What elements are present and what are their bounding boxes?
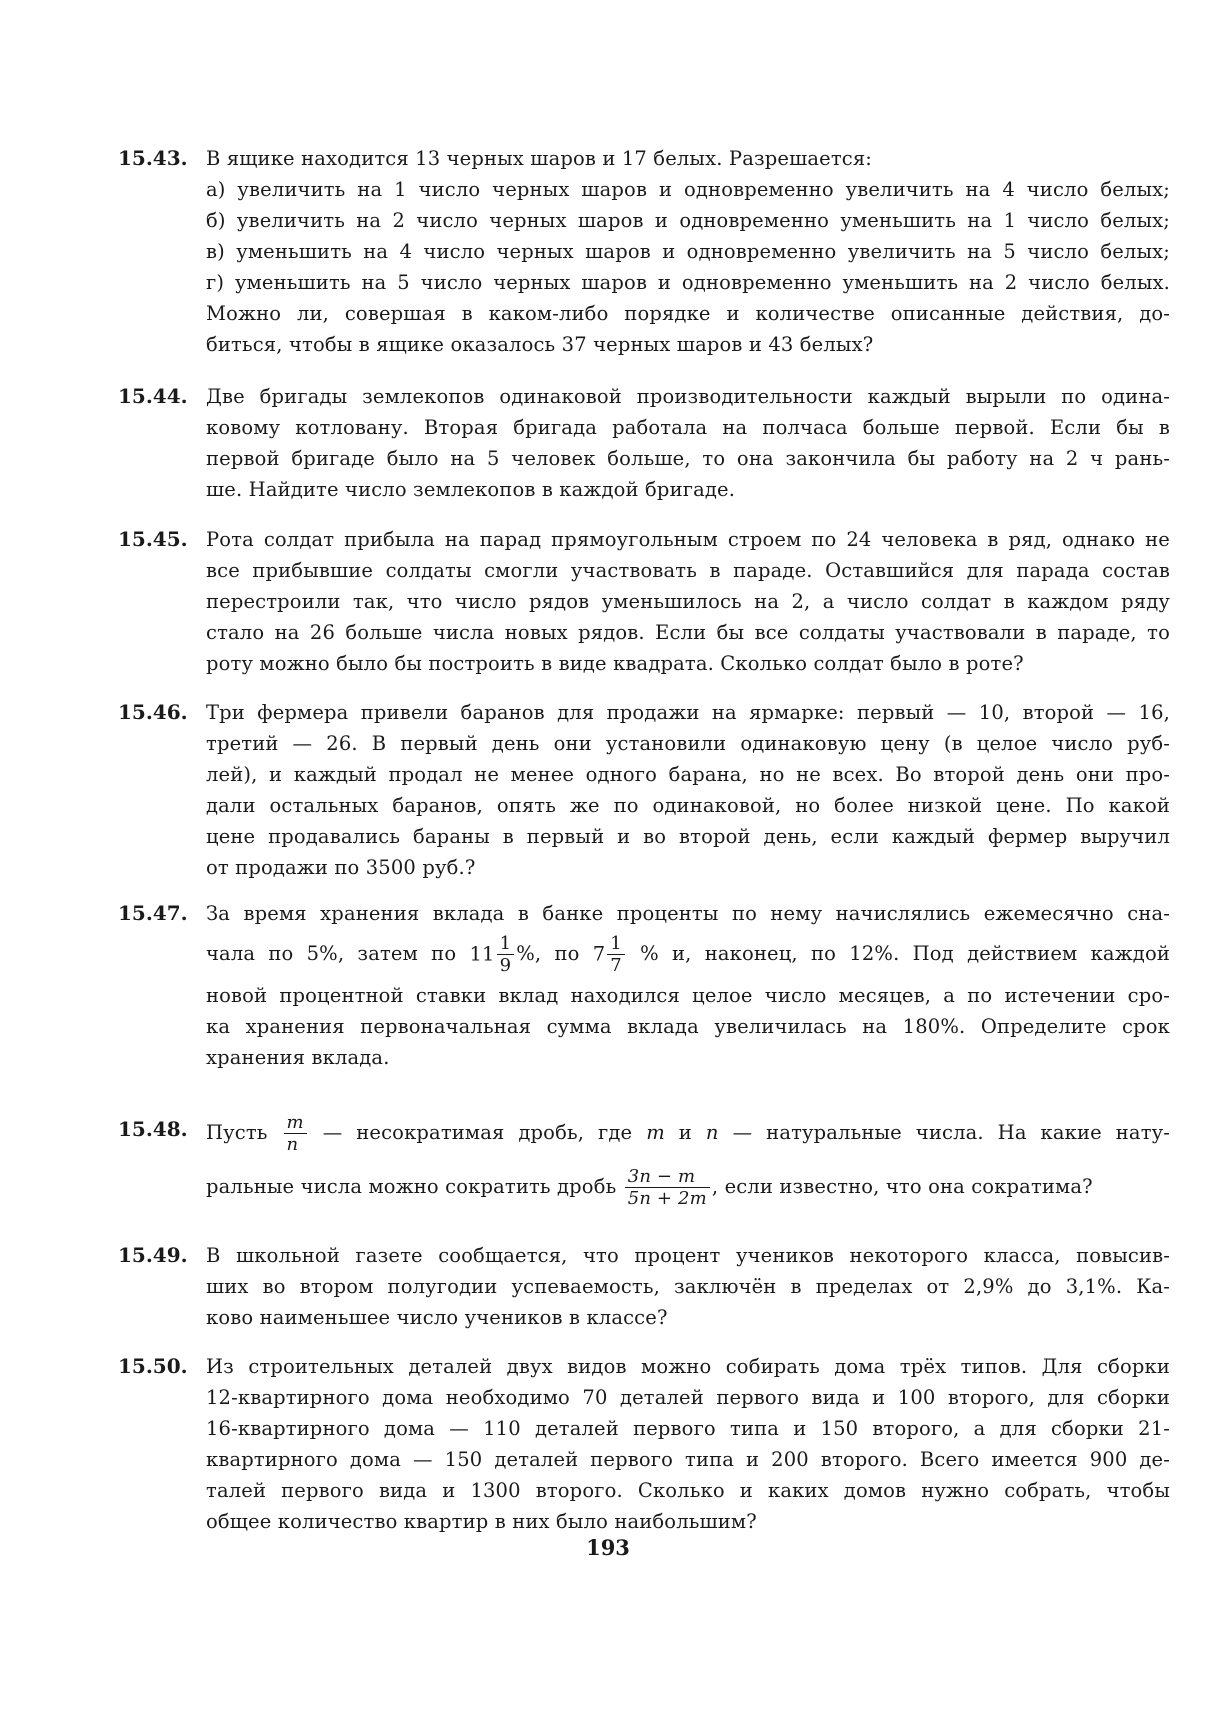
text-line-with-fraction	[206, 1162, 1170, 1212]
text-fragment: % и, наконец, по 12%. Под действием каждой	[640, 942, 1170, 965]
text-line: дали остальных баранов, опять же по одинаковой, но более низкой цене. По какой	[206, 794, 1170, 817]
text-line: Рота солдат прибыла на парад прямоугольным строем по 24 человека в ряд, однако не	[206, 528, 1170, 551]
text-line: биться, чтобы в ящике оказалось 37 черных шаров и 43 белых?	[206, 333, 874, 356]
problem-15-45	[118, 524, 1170, 679]
text-line: В школьной газете сообщается, что процент учеников некоторого класса, повысив-	[206, 1244, 1170, 1267]
text-line: Из строительных деталей двух видов можно собирать дома трёх типов. Для сборки	[206, 1355, 1170, 1378]
problem-number: 15.48.	[118, 1117, 188, 1141]
fraction-numerator: 3n − m	[625, 1166, 710, 1188]
problem-text	[206, 1240, 1170, 1333]
text-line: все прибывшие солдаты смогли участвовать в параде. Оставшийся для парада состав	[206, 559, 1170, 582]
text-line: новой процентной ставки вклад находился целое число месяцев, а по истечении сро-	[206, 983, 1170, 1007]
text-line: в) уменьшить на 4 число черных шаров и одновременно увеличить на 5 число белых;	[206, 240, 1170, 263]
text-line: квартирного дома — 150 деталей первого типа и 200 второго. Всего имеется 900 де-	[206, 1448, 1170, 1471]
fraction-denominator: 5n + 2m	[627, 1188, 707, 1209]
text-line: 16-квартирного дома — 110 деталей первого типа и 150 второго, а для сборки 21-	[206, 1417, 1170, 1440]
text-fragment: — натуральные числа. На какие нату-	[732, 1121, 1170, 1144]
text-line: ше. Найдите число землекопов в каждой бригаде.	[206, 478, 736, 501]
text-fragment: Пусть	[206, 1121, 268, 1144]
fraction	[607, 933, 625, 976]
fraction-m-over-n	[284, 1112, 307, 1155]
problem-text	[206, 524, 1170, 679]
text-line: роту можно было бы построить в виде квадрата. Сколько солдат было в роте?	[206, 652, 1024, 675]
text-line: перестроили так, что число рядов уменьшилось на 2, а число солдат в каждом ряду	[206, 590, 1170, 613]
variable-n: n	[705, 1121, 719, 1144]
text-line: а) увеличить на 1 число черных шаров и одновременно увеличить на 4 число белых;	[206, 178, 1170, 201]
problem-15-47	[118, 898, 1170, 1073]
problem-text	[206, 1108, 1170, 1212]
text-line: Можно ли, совершая в каком-либо порядке и количестве описанные действия, до-	[206, 302, 1170, 325]
text-line: ковому котловану. Вторая бригада работала на полчаса больше первой. Если бы в	[206, 416, 1170, 439]
text-line: от продажи по 3500 руб.?	[206, 856, 476, 879]
problem-text	[206, 143, 1170, 360]
text-fragment: %, по	[516, 942, 580, 965]
fraction-denominator: 9	[499, 955, 512, 976]
problem-number: 15.46.	[118, 700, 188, 724]
text-line: первой бригаде было на 5 человек больше, то она закончила бы работу на 2 ч рань-	[206, 447, 1170, 470]
text-line: талей первого вида и 1300 второго. Сколько и каких домов нужно собрать, чтобы	[206, 1479, 1170, 1502]
problem-15-46	[118, 697, 1170, 883]
text-line: ка хранения первоначальная сумма вклада увеличилась на 180%. Определите срок	[206, 1014, 1170, 1038]
text-fragment: ральные числа можно сократить дробь	[206, 1175, 617, 1198]
text-line: лей), и каждый продал не менее одного барана, но не всех. Во второй день они про-	[206, 763, 1170, 786]
page-number: 193	[586, 1535, 630, 1560]
problem-15-50	[118, 1351, 1170, 1537]
text-line: цене продавались бараны в первый и во второй день, если каждый фермер выручил	[206, 825, 1170, 848]
fraction-numerator: 1	[497, 933, 515, 955]
problem-15-44	[118, 381, 1170, 505]
problem-text	[206, 697, 1170, 883]
text-fragment: и	[678, 1121, 692, 1144]
text-line: Две бригады землекопов одинаковой производительности каждый вырыли по одина-	[206, 385, 1170, 408]
problem-number: 15.47.	[118, 901, 188, 925]
problem-text	[206, 381, 1170, 505]
text-fragment: , если известно, что она сократима?	[711, 1175, 1093, 1198]
variable-m: m	[646, 1121, 665, 1144]
text-line: 12-квартирного дома необходимо 70 деталей первого вида и 100 второго, для сборки	[206, 1386, 1170, 1409]
text-fragment: чала по 5%, затем по	[206, 942, 457, 965]
problem-number: 15.44.	[118, 384, 188, 408]
fraction	[497, 933, 515, 976]
text-line: ково наименьшее число учеников в классе?	[206, 1306, 668, 1329]
problem-15-48	[118, 1108, 1170, 1212]
text-line: третий — 26. В первый день они установили одинаковую цену (в целое число руб-	[206, 732, 1170, 755]
text-line: За время хранения вклада в банке проценты по нему начислялись ежемесячно сна-	[206, 902, 1170, 925]
text-line-with-fraction	[206, 1108, 1170, 1158]
problem-number: 15.49.	[118, 1243, 188, 1267]
text-line-with-fractions	[206, 929, 1170, 980]
problem-text	[206, 898, 1170, 1073]
text-line: Три фермера привели баранов для продажи на ярмарке: первый — 10, второй — 16,	[206, 701, 1170, 724]
problem-number: 15.45.	[118, 527, 188, 551]
problem-number: 15.50.	[118, 1354, 188, 1378]
text-line: г) уменьшить на 5 число черных шаров и одновременно уменьшить на 2 число белых.	[206, 271, 1170, 294]
text-line: В ящике находится 13 черных шаров и 17 белых. Разрешается:	[206, 147, 873, 170]
fraction-denominator: n	[286, 1134, 299, 1155]
fraction-denominator: 7	[610, 955, 622, 976]
text-fragment: — несократимая дробь, где	[322, 1121, 633, 1144]
text-line: общее количество квартир в них было наибольшим?	[206, 1510, 757, 1533]
text-line: ших во втором полугодии успеваемость, заключён в пределах от 2,9% до 3,1%. Ка-	[206, 1275, 1170, 1298]
problem-number: 15.43.	[118, 146, 188, 170]
mixed-number-whole: 7	[592, 942, 606, 966]
problem-15-49	[118, 1240, 1170, 1333]
fraction-expression	[625, 1166, 710, 1209]
text-line: хранения вклада.	[206, 1045, 390, 1069]
problem-text	[206, 1351, 1170, 1537]
fraction-numerator: m	[284, 1112, 307, 1134]
fraction-numerator: 1	[607, 933, 625, 955]
problem-15-43	[118, 143, 1170, 360]
text-line: стало на 26 больше числа новых рядов. Если бы все солдаты участвовали в параде, то	[206, 621, 1170, 644]
text-line: б) увеличить на 2 число черных шаров и одновременно уменьшить на 1 число белых;	[206, 209, 1170, 232]
mixed-number-whole: 11	[469, 942, 495, 966]
